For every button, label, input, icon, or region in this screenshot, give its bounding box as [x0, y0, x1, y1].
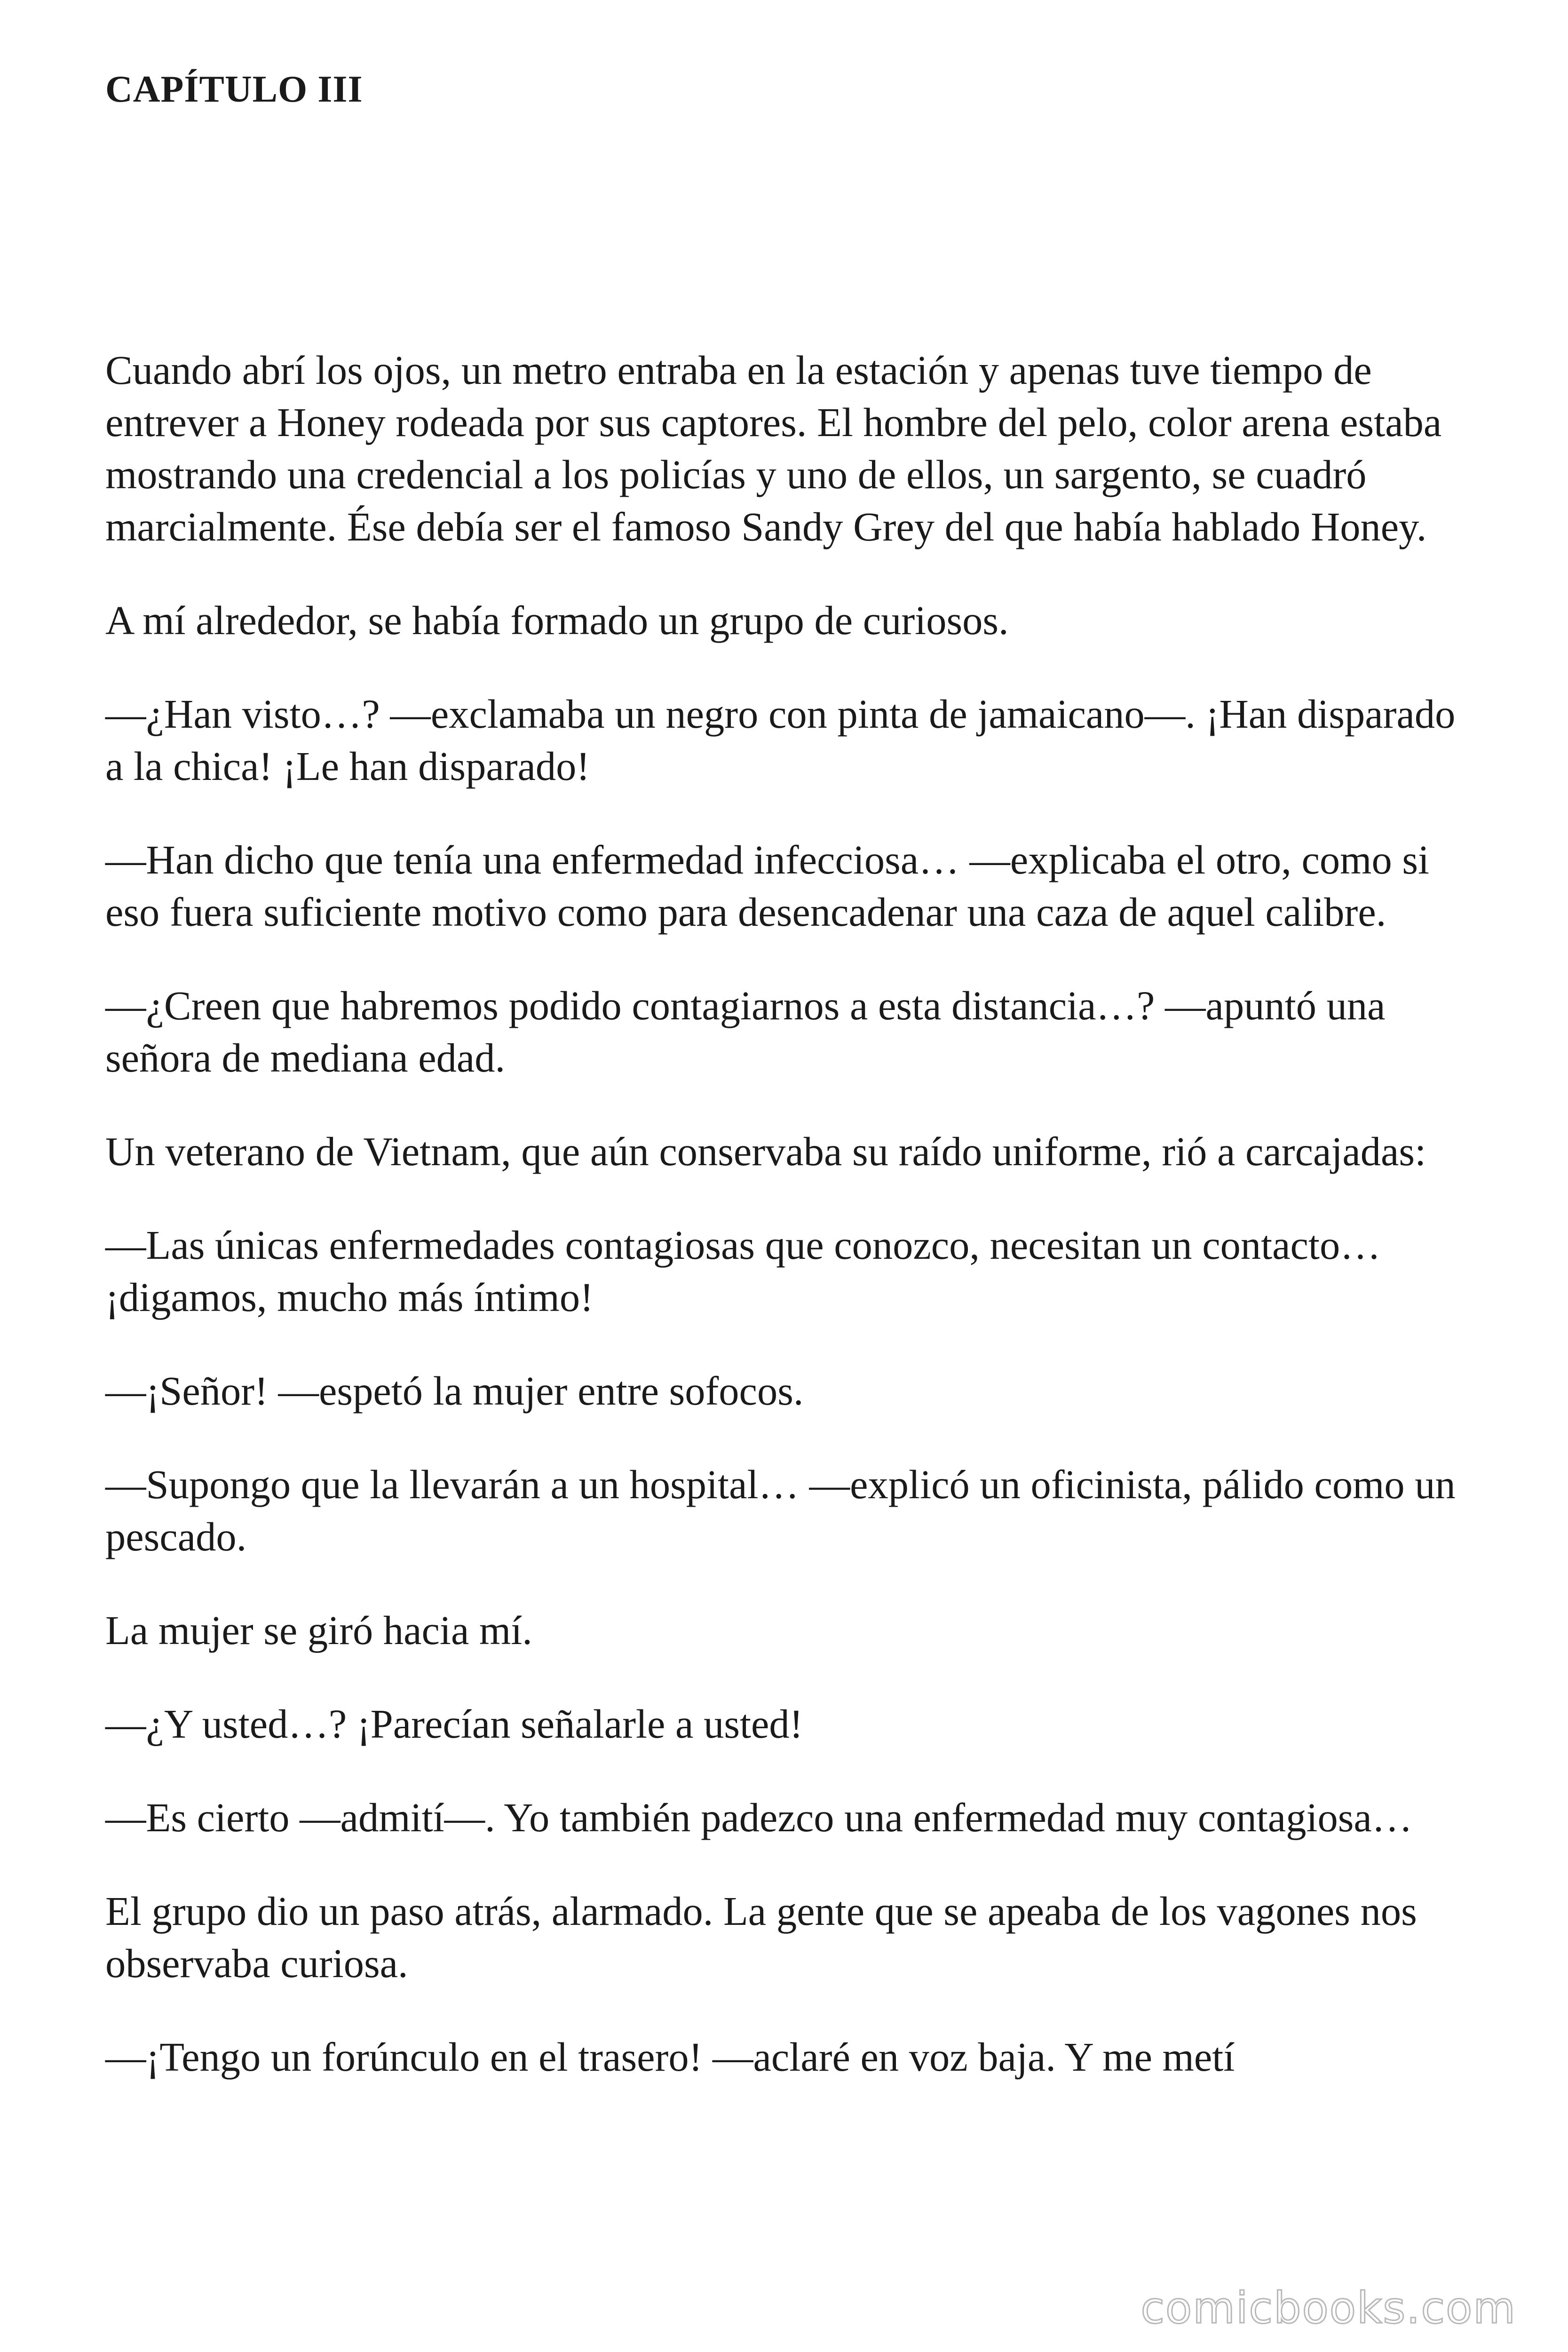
chapter-body	[105, 344, 1465, 2125]
watermark-logo: comicbooks.com	[1140, 2283, 1516, 2333]
paragraph: El grupo dio un paso atrás, alarmado. La gente que se apeaba de los vagones nos observaba curiosa.	[105, 1889, 1417, 1986]
paragraph: A mí alrededor, se había formado un grupo de curiosos.	[105, 598, 1009, 643]
paragraph: —Supongo que la llevarán a un hospital… —explicó un oficinista, pálido como un pescado.	[105, 1462, 1456, 1559]
paragraph: —¡Tengo un forúnculo en el trasero! —aclaré en voz baja. Y me metí	[105, 2034, 1235, 2080]
paragraph: —Es cierto —admití—. Yo también padezco una enfermedad muy contagiosa…	[105, 1795, 1413, 1840]
paragraph: —¿Han visto…? —exclamaba un negro con pinta de jamaicano—. ¡Han disparado a la chica! ¡Le han disparado!	[105, 691, 1456, 789]
paragraph: —Han dicho que tenía una enfermedad infecciosa… —explicaba el otro, como si eso fuera suficiente motivo como para desencadenar una caza de aquel calibre.	[105, 837, 1430, 935]
paragraph: Cuando abrí los ojos, un metro entraba en la estación y apenas tuve tiempo de entrever a Honey rodeada por sus captores. El hombre del pelo, color arena estaba mostrando una credencial a los policías y uno de ellos, un sargento, se cuadró marcialmente. Ése debía ser el famoso Sandy Grey del que había hablado Honey.	[105, 348, 1442, 549]
paragraph: —¡Señor! —espetó la mujer entre sofocos.	[105, 1368, 804, 1414]
chapter-title: CAPÍTULO III	[105, 69, 363, 110]
paragraph: La mujer se giró hacia mí.	[105, 1608, 532, 1653]
paragraph: —¿Creen que habremos podido contagiarnos a esta distancia…? —apuntó una señora de mediana edad.	[105, 983, 1386, 1081]
document-page	[105, 66, 1465, 2080]
paragraph: —¿Y usted…? ¡Parecían señalarle a usted!	[105, 1701, 803, 1747]
paragraph: —Las únicas enfermedades contagiosas que conozco, necesitan un contacto… ¡digamos, mucho más íntimo!	[105, 1223, 1381, 1320]
paragraph: Un veterano de Vietnam, que aún conservaba su raído uniforme, rió a carcajadas:	[105, 1129, 1426, 1174]
